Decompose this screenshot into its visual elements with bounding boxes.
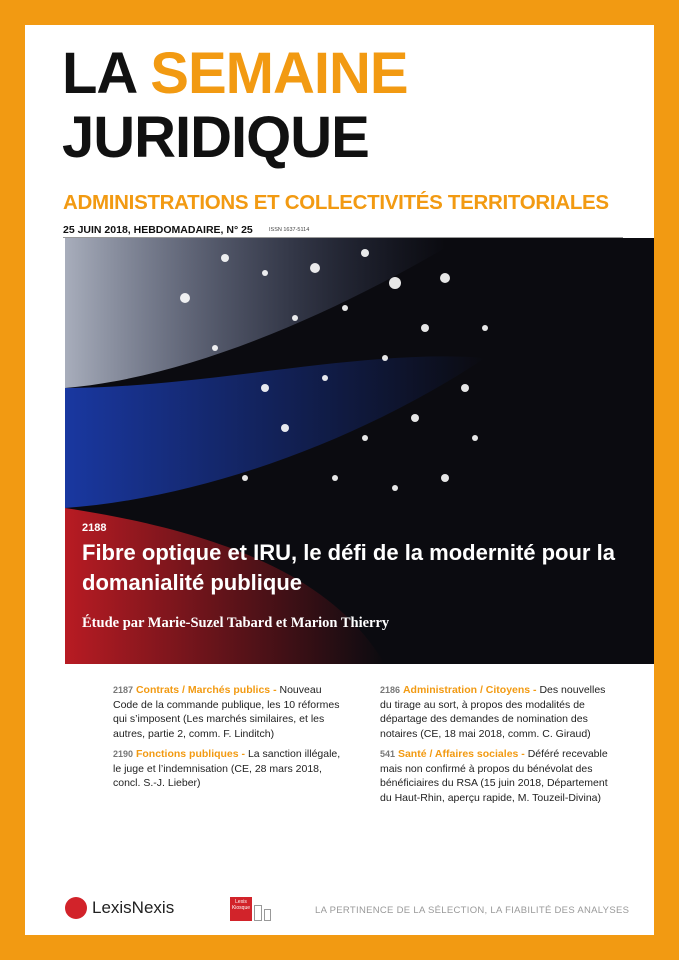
article-title: Fibre optique et IRU, le défi de la modernité pour la domanialité publique: [82, 540, 615, 595]
cover-page: [25, 25, 654, 935]
item-number: 2187: [113, 685, 134, 695]
tablet-icon: [254, 905, 262, 921]
phone-icon: [264, 909, 271, 921]
publisher-name: LexisNexis: [92, 898, 175, 917]
article-author: Étude par Marie-Suzel Tabard et Marion Thierry: [82, 615, 390, 631]
summary-item: [380, 683, 620, 741]
summary-item: [113, 683, 349, 741]
slogan: LA PERTINENCE DE LA SÉLECTION, LA FIABILITÉ DES ANALYSES: [315, 905, 630, 916]
title-la: LA: [62, 41, 136, 106]
fiber-optic-illustration: [65, 238, 654, 664]
title-semaine: SEMAINE: [150, 41, 408, 106]
summary-right-column: [380, 683, 620, 811]
item-number: 2186: [380, 685, 401, 695]
summary-item: [113, 747, 349, 791]
article-number: 2188: [82, 522, 107, 534]
issn: ISSN 1637-5114: [269, 227, 310, 233]
item-text: Déféré recevable mais non confirmé à propos du bénévolat des bénéficiaires du RSA (15 juin 2018, Département du Haut-Rhin, aperçu rapide, M. Touzeil-Divina): [380, 748, 608, 804]
lexisnexis-globe-icon: [65, 897, 87, 919]
item-category: Contrats / Marchés publics -: [135, 684, 277, 696]
item-text: Des nouvelles du tirage au sort, à propos des modalités de départage des demandes de nomination des notaires (CE, 18 mai 2018, comm. C. Giraud): [380, 684, 606, 740]
masthead-title-line1: [62, 41, 408, 106]
item-number: 541: [380, 749, 396, 759]
edition-subtitle: ADMINISTRATIONS ET COLLECTIVITÉS TERRITORIALES: [63, 191, 609, 214]
item-category: Administration / Citoyens -: [402, 684, 537, 696]
summary-left-column: [113, 683, 349, 797]
dateline: 25 JUIN 2018, HEBDOMADAIRE, N° 25: [63, 224, 253, 236]
summary-item: [380, 747, 620, 805]
cover-image: [65, 238, 654, 664]
item-text: Nouveau Code de la commande publique, les 10 réformes qui s’imposent (Les marchés similaires, et les autres, partie 2, comm. F. Linditch): [113, 684, 340, 740]
lexis-kiosque-logo: [230, 897, 271, 921]
item-category: Santé / Affaires sociales -: [397, 748, 525, 760]
masthead-title-line2: JURIDIQUE: [62, 105, 369, 170]
item-text: La sanction illégale, le juge et l’indemnisation (CE, 28 mars 2018, concl. S.-J. Lieber): [113, 748, 341, 789]
kiosque-badge: Lexis Kiosque: [230, 897, 252, 921]
item-number: 2190: [113, 749, 134, 759]
item-category: Fonctions publiques -: [135, 748, 246, 760]
lexisnexis-logo: [65, 897, 174, 919]
